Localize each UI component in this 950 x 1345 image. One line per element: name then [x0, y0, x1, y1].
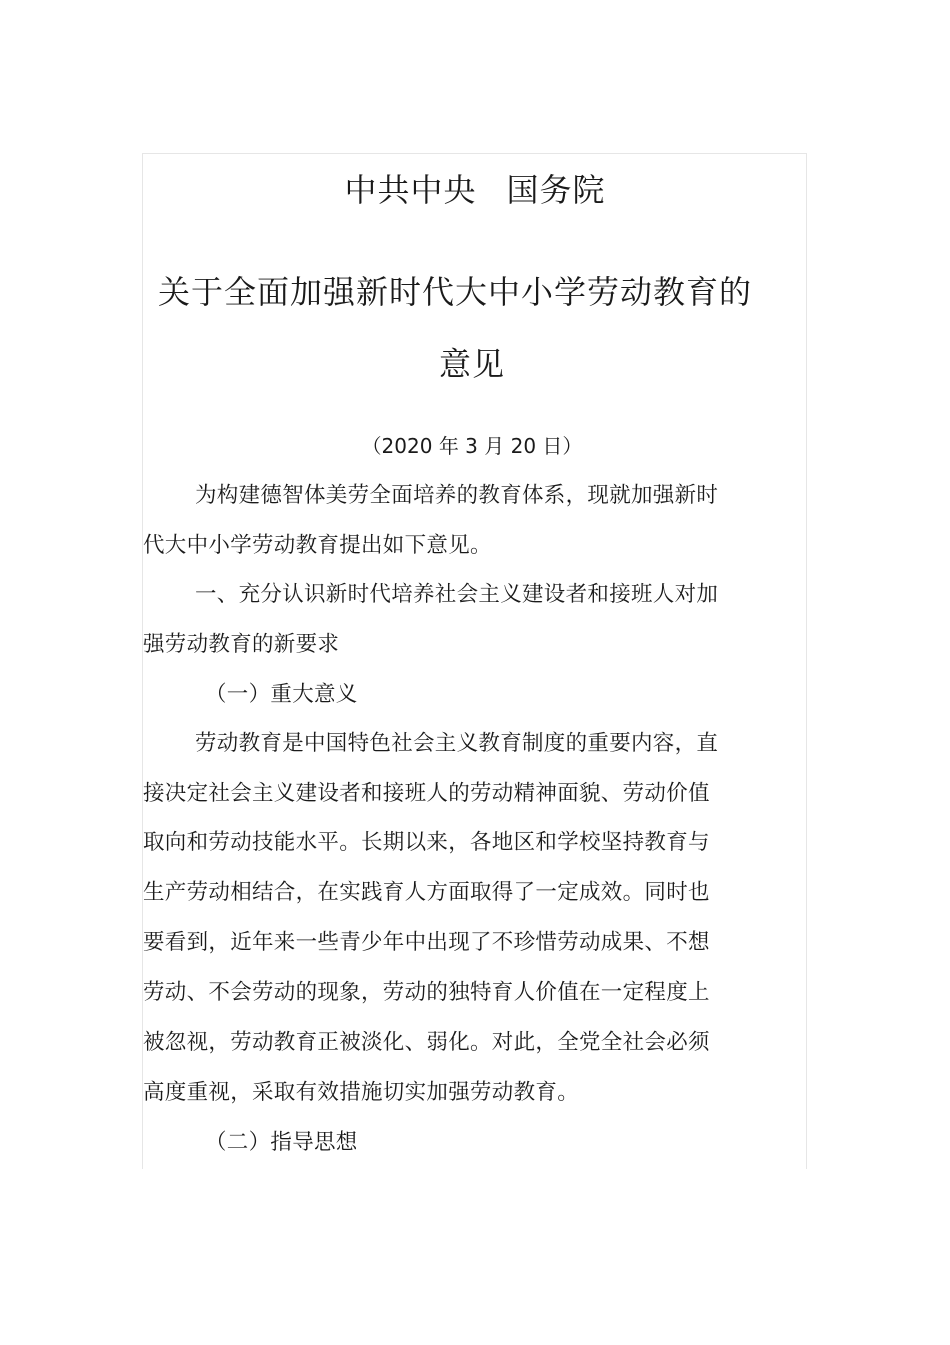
body-line: 取向和劳动技能水平。长期以来，各地区和学校坚持教育与 — [143, 830, 710, 855]
section-heading: 一、充分认识新时代培养社会主义建设者和接班人对加 — [195, 582, 719, 607]
body-line: 接决定社会主义建设者和接班人的劳动精神面貌、劳动价值 — [143, 781, 710, 806]
subsection-heading: （一）重大意义 — [205, 682, 358, 707]
body-line: 代大中小学劳动教育提出如下意见。 — [143, 533, 492, 558]
body-line: 被忽视，劳动教育正被淡化、弱化。对此，全党全社会必须 — [143, 1030, 710, 1055]
section-heading-cont: 强劳动教育的新要求 — [143, 632, 340, 657]
body-line: 高度重视，采取有效措施切实加强劳动教育。 — [143, 1080, 580, 1105]
body-line: 劳动、不会劳动的现象，劳动的独特育人价值在一定程度上 — [143, 980, 710, 1005]
document-title-line-1: 关于全面加强新时代大中小学劳动教育的 — [158, 273, 753, 311]
body-line: 生产劳动相结合，在实践育人方面取得了一定成效。同时也 — [143, 880, 710, 905]
subsection-heading: （二）指导思想 — [205, 1130, 358, 1155]
issuer-heading — [0, 168, 950, 212]
issuer-right: 国务院 — [506, 171, 606, 209]
document-title-line-2: 意见 — [438, 345, 505, 383]
body-line: 要看到，近年来一些青少年中出现了不珍惜劳动成果、不想 — [143, 930, 710, 955]
document-date: （2020 年 3 月 20 日） — [361, 434, 583, 458]
issuer-left: 中共中央 — [344, 171, 477, 209]
body-line: 为构建德智体美劳全面培养的教育体系，现就加强新时 — [195, 483, 719, 508]
body-line: 劳动教育是中国特色社会主义教育制度的重要内容，直 — [195, 731, 719, 756]
